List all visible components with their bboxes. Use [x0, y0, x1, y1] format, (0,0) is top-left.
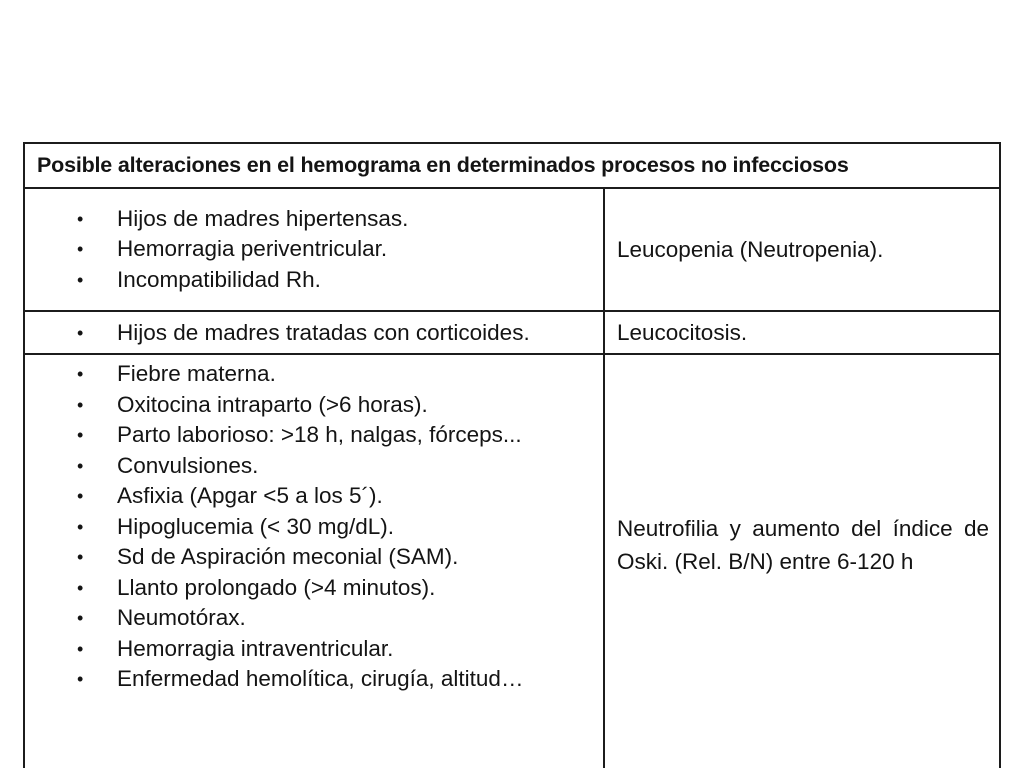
table-row — [24, 311, 1000, 354]
bullet-icon: • — [77, 394, 84, 415]
list-item-text: Asfixia (Apgar <5 a los 5´). — [117, 483, 383, 509]
list-item-text: Hemorragia periventricular. — [117, 236, 388, 262]
table-row — [24, 354, 1000, 768]
causes-cell — [24, 311, 604, 354]
hemogram-table — [23, 142, 1001, 768]
bullet-icon: • — [77, 239, 84, 260]
bullet-icon: • — [77, 208, 84, 229]
list-item-text: Enfermedad hemolítica, cirugía, altitud… — [117, 666, 524, 692]
bullet-icon: • — [77, 638, 84, 659]
table-header: Posible alteraciones en el hemograma en determinados procesos no infecciosos — [24, 143, 1000, 188]
causes-list — [25, 204, 603, 296]
bullet-icon: • — [77, 608, 84, 629]
bullet-icon: • — [77, 486, 84, 507]
list-item-text: Sd de Aspiración meconial (SAM). — [117, 544, 459, 570]
list-item — [25, 390, 603, 421]
list-item-text: Neumotórax. — [117, 605, 246, 631]
list-item — [25, 359, 603, 390]
table-row — [24, 188, 1000, 312]
table-header-row — [24, 143, 1000, 188]
bullet-icon: • — [77, 516, 84, 537]
list-item-text: Convulsiones. — [117, 452, 259, 478]
bullet-icon: • — [77, 425, 84, 446]
list-item-text: Incompatibilidad Rh. — [117, 266, 321, 292]
list-item — [25, 634, 603, 665]
list-item — [25, 318, 603, 349]
result-cell: Leucopenia (Neutropenia). — [604, 188, 1000, 312]
list-item — [25, 265, 603, 296]
list-item — [25, 204, 603, 235]
list-item — [25, 603, 603, 634]
list-item-text: Llanto prolongado (>4 minutos). — [117, 574, 436, 600]
bullet-icon: • — [77, 547, 84, 568]
list-item-text: Hipoglucemia (< 30 mg/dL). — [117, 513, 395, 539]
bullet-icon: • — [77, 364, 84, 385]
list-item-text: Fiebre materna. — [117, 361, 276, 387]
bullet-icon: • — [77, 322, 84, 343]
bullet-icon: • — [77, 455, 84, 476]
list-item — [25, 420, 603, 451]
list-item — [25, 234, 603, 265]
list-item-text: Oxitocina intraparto (>6 horas). — [117, 391, 428, 417]
list-item-text: Hijos de madres hipertensas. — [117, 205, 409, 231]
causes-list — [25, 318, 603, 349]
list-item — [25, 573, 603, 604]
list-item — [25, 451, 603, 482]
causes-cell — [24, 188, 604, 312]
causes-list — [25, 359, 603, 695]
list-item — [25, 664, 603, 695]
result-cell: Leucocitosis. — [604, 311, 1000, 354]
list-item — [25, 481, 603, 512]
bullet-icon: • — [77, 577, 84, 598]
list-item — [25, 542, 603, 573]
bullet-icon: • — [77, 269, 84, 290]
bullet-icon: • — [77, 669, 84, 690]
list-item-text: Parto laborioso: >18 h, nalgas, fórceps... — [117, 422, 522, 448]
causes-cell — [24, 354, 604, 768]
list-item-text: Hemorragia intraventricular. — [117, 635, 394, 661]
result-cell: Neutrofilia y aumento del índice de Oski. (Rel. B/N) entre 6-120 h — [604, 354, 1000, 768]
list-item — [25, 512, 603, 543]
list-item-text: Hijos de madres tratadas con corticoides. — [117, 319, 530, 345]
